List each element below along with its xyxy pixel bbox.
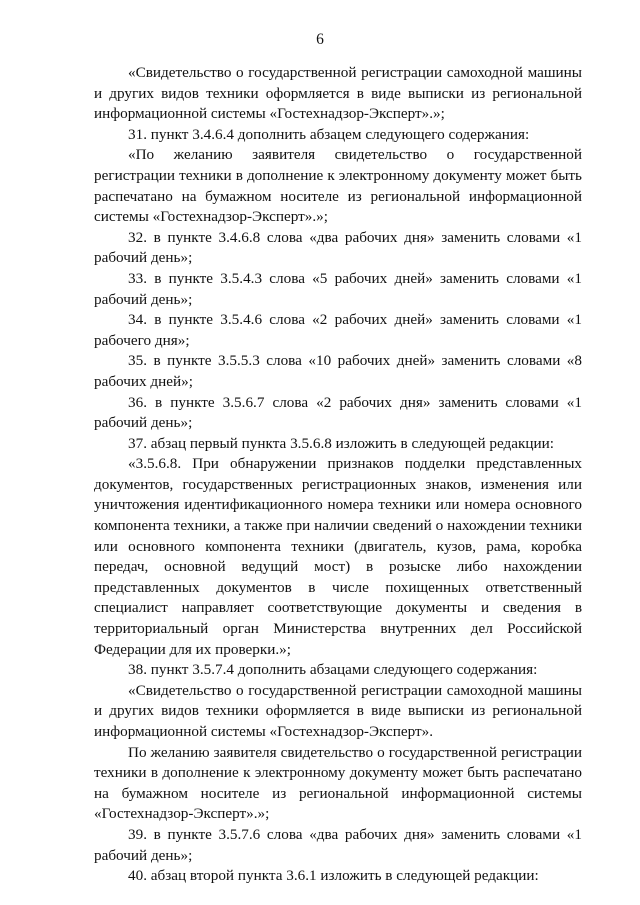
page-number: 6 [316, 31, 324, 48]
paragraph-3-5-6-8: «3.5.6.8. При обнаружении признаков подделки представленных документов, государственных регистрационных знаков, изменения или уничтожения идентификационного номера техники или номера основного компонента техники, а также при наличии сведений о нахождении техники или основного компонента техники (двигатель, кузов, рама, коробка передач, основной ведущий мост) в розыске либо нахождении представленных документов в числе похищенных ответственный специалист направляет соответствующие документы и сведения в территориальный орган Министерства внутренних дел Российской Федерации для их проверки.»; [94, 455, 582, 658]
paragraph-certificate-note-2: «Свидетельство о государственной регистрации самоходной машины и других видов техники оформляется в виде выписки из региональной информационной системы «Гостехнадзор-Эксперт». [94, 681, 582, 740]
paragraph-item-31: 31. пункт 3.4.6.4 дополнить абзацем следующего содержания: [128, 125, 530, 143]
paragraph-item-34: 34. в пункте 3.5.4.6 слова «2 рабочих дней» заменить словами «1 рабочего дня»; [94, 311, 582, 349]
paragraph-applicant-request-2: По желанию заявителя свидетельство о государственной регистрации техники в дополнение к электронному документу может быть распечатано на бумажном носителе из региональной информационной системы «Гостехнадзор-Эксперт».»; [94, 743, 582, 823]
paragraph-item-35: 35. в пункте 3.5.5.3 слова «10 рабочих дней» заменить словами «8 рабочих дней»; [94, 352, 582, 390]
paragraph-item-38: 38. пункт 3.5.7.4 дополнить абзацами следующего содержания: [128, 661, 538, 679]
paragraph-item-36: 36. в пункте 3.5.6.7 слова «2 рабочих дня» заменить словами «1 рабочий день»; [94, 393, 582, 432]
paragraph-item-39: 39. в пункте 3.5.7.6 слова «два рабочих дня» заменить словами «1 рабочий день»; [94, 825, 582, 864]
paragraph-applicant-request: «По желанию заявителя свидетельство о государственной регистрации техники в дополнение к электронному документу может быть распечатано на бумажном носителе из региональной информационной системы «Гостехнадзор-Эксперт».»; [94, 146, 582, 226]
document-body [94, 63, 582, 887]
paragraph-item-37: 37. абзац первый пункта 3.5.6.8 изложить в следующей редакции: [128, 434, 554, 452]
paragraph-certificate-note: «Свидетельство о государственной регистрации самоходной машины и других видов техники оформляется в виде выписки из региональной информационной системы «Гостехнадзор-Эксперт».»; [94, 64, 582, 123]
paragraph-item-33: 33. в пункте 3.5.4.3 слова «5 рабочих дней» заменить словами «1 рабочий день»; [94, 269, 582, 308]
paragraph-item-32: 32. в пункте 3.4.6.8 слова «два рабочих дня» заменить словами «1 рабочий день»; [94, 228, 582, 267]
paragraph-item-40: 40. абзац второй пункта 3.6.1 изложить в следующей редакции: [128, 867, 539, 885]
